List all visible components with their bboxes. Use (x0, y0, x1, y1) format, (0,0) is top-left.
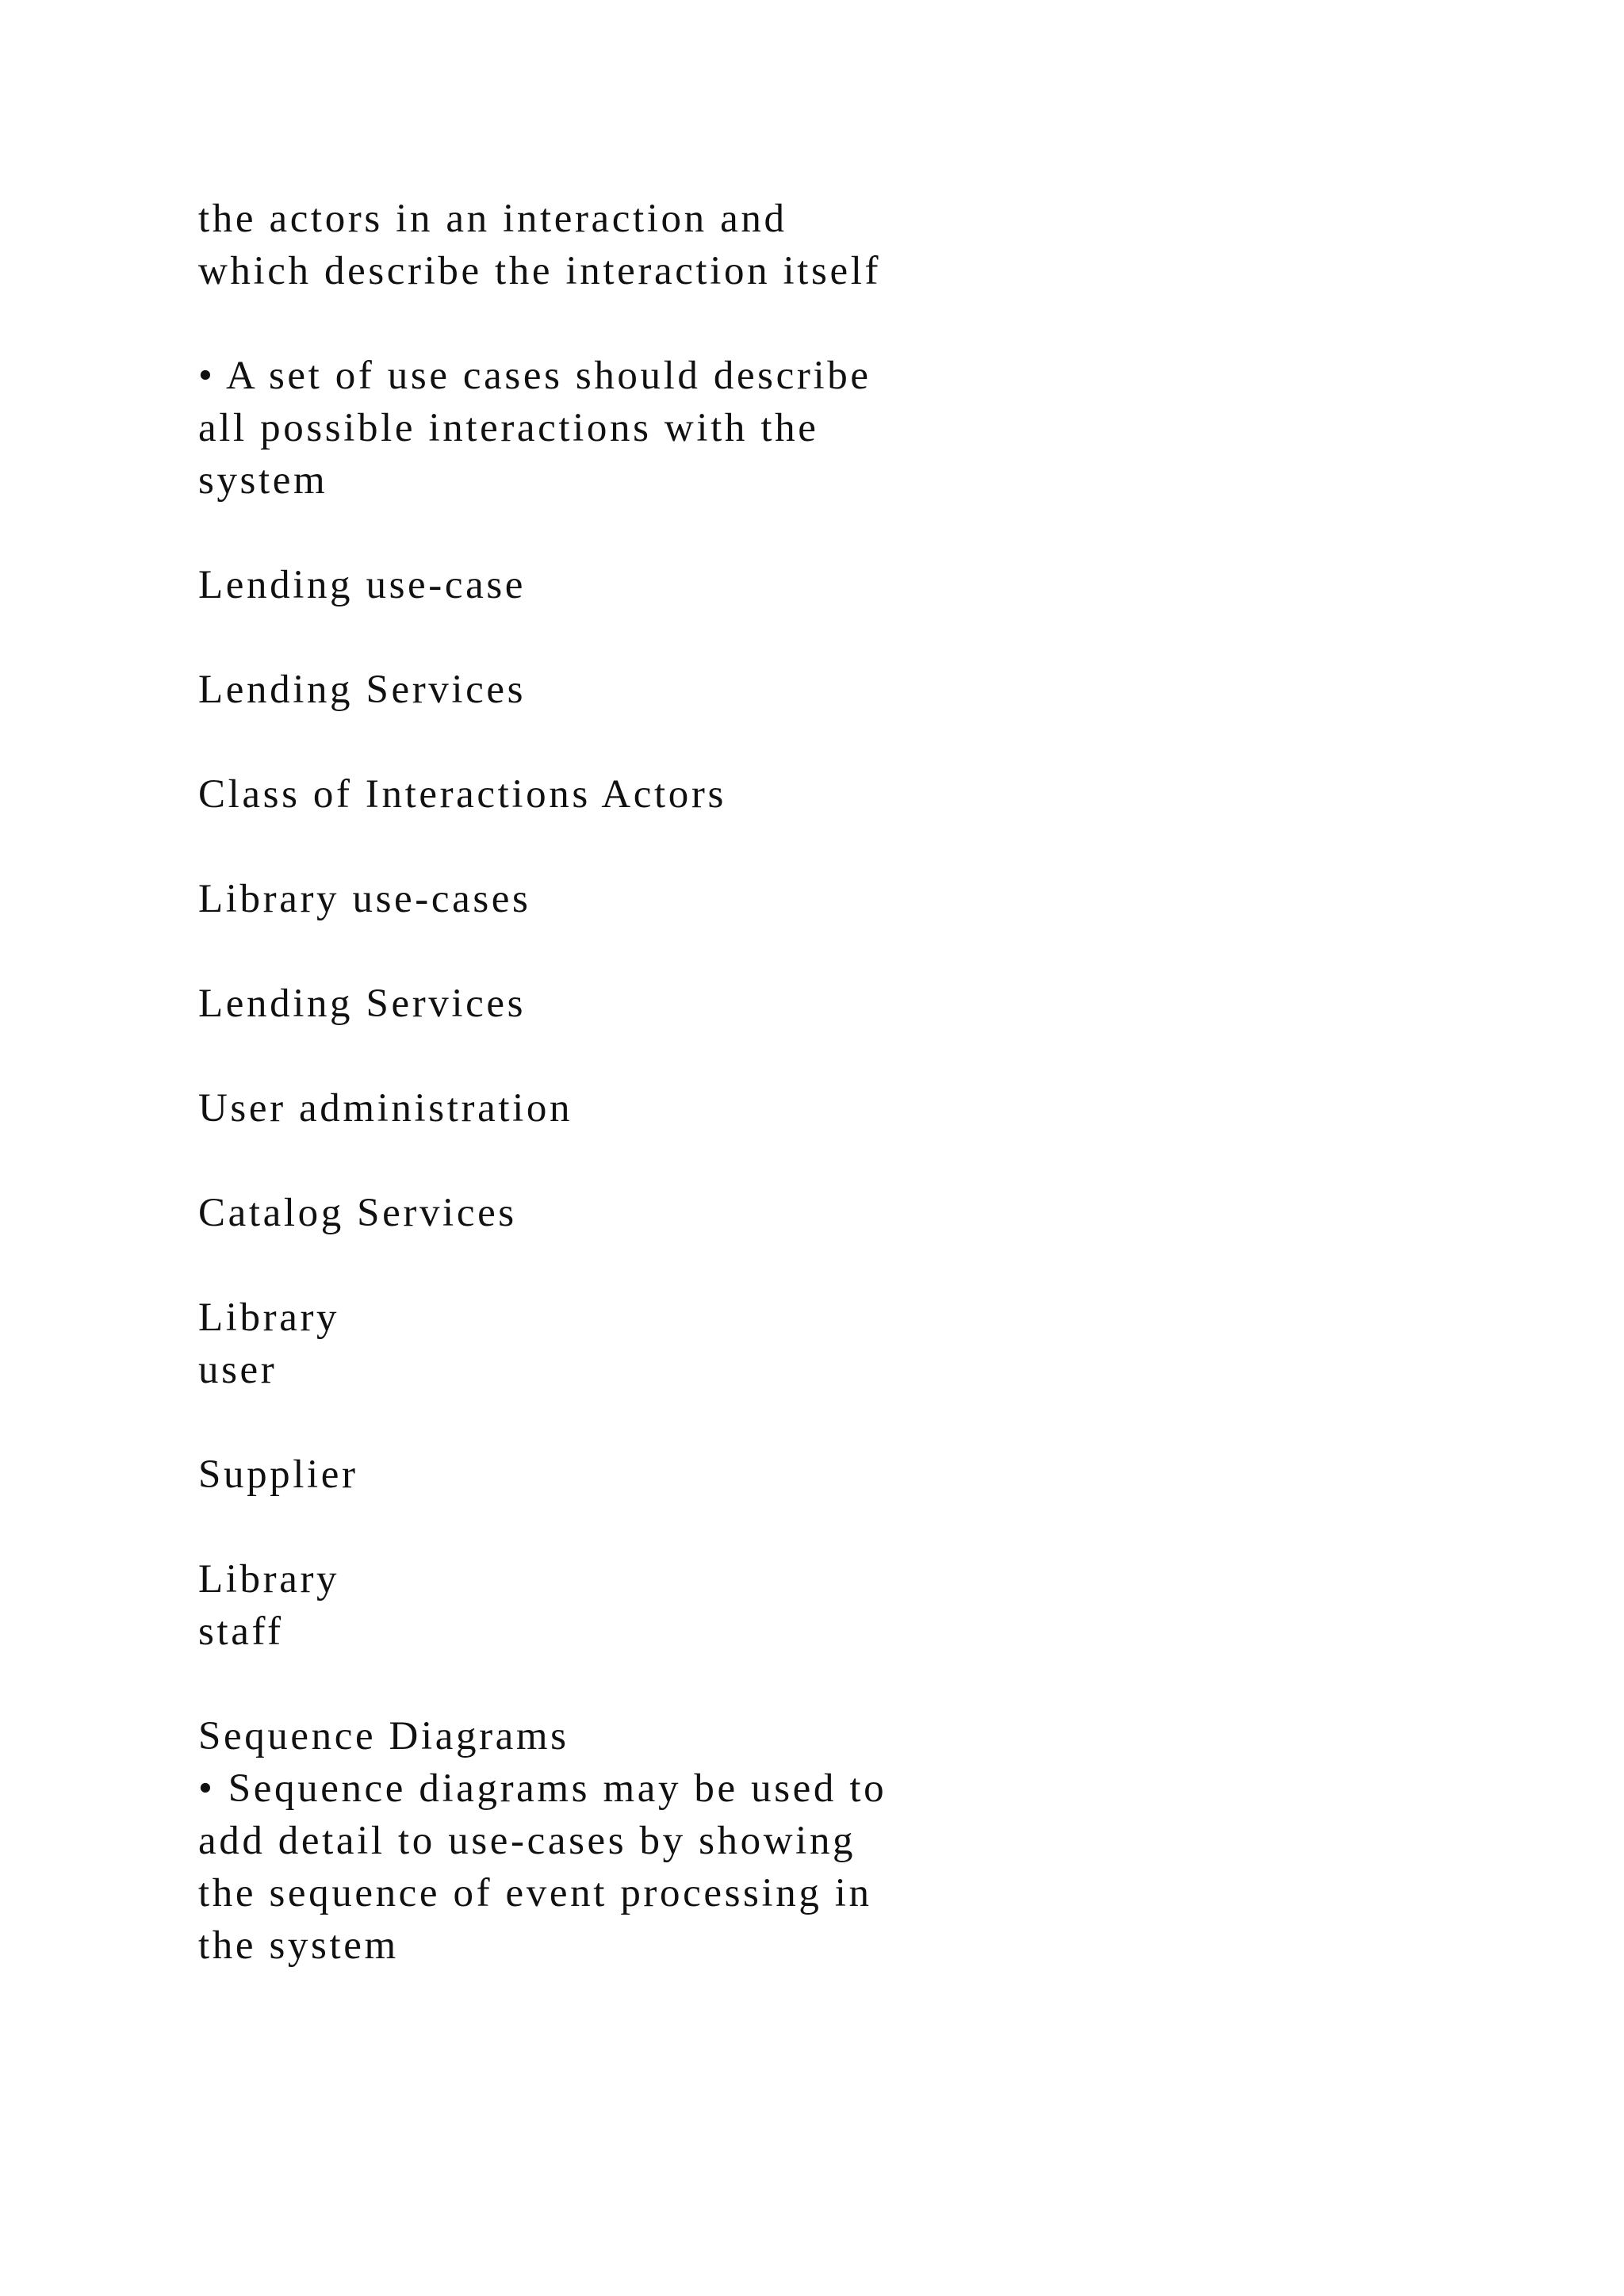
text-line: Catalog Services (198, 1191, 517, 1235)
library-staff-actor (198, 1553, 1229, 1658)
text-line: Lending Services (198, 668, 527, 712)
text-line: the actors in an interaction and (198, 197, 787, 241)
paragraph-gap (198, 1239, 1229, 1292)
section-heading: Sequence Diagrams (198, 1714, 569, 1758)
paragraph-gap (198, 1135, 1229, 1187)
lending-services-label (198, 978, 1229, 1030)
paragraph-gap (198, 1030, 1229, 1082)
text-line: staff (198, 1609, 284, 1654)
text-line: Supplier (198, 1452, 358, 1497)
text-line: which describe the interaction itself (198, 249, 882, 293)
use-case-bullet (198, 350, 1229, 507)
text-line: add detail to use-cases by showing (198, 1819, 856, 1863)
text-line: • A set of use cases should describe (198, 354, 871, 398)
text-line: Lending Services (198, 982, 527, 1026)
paragraph-gap (198, 1501, 1229, 1553)
text-line: Library (198, 1557, 340, 1601)
lending-services-label (198, 664, 1229, 716)
paragraph-gap (198, 1658, 1229, 1710)
paragraph-gap (198, 507, 1229, 559)
text-line: User administration (198, 1086, 573, 1131)
intro-paragraph (198, 193, 1229, 297)
library-use-cases-label (198, 873, 1229, 925)
class-of-interactions-label (198, 768, 1229, 821)
document-text (198, 193, 1229, 1972)
library-user-actor (198, 1292, 1229, 1396)
sequence-diagrams-section (198, 1710, 1229, 1972)
text-line: Lending use-case (198, 563, 527, 607)
paragraph-gap (198, 925, 1229, 978)
paragraph-gap (198, 716, 1229, 768)
paragraph-gap (198, 297, 1229, 350)
paragraph-gap (198, 821, 1229, 873)
paragraph-gap (198, 1396, 1229, 1448)
text-line: user (198, 1348, 278, 1392)
user-administration-label (198, 1082, 1229, 1135)
text-line: the system (198, 1923, 399, 1968)
text-line: all possible interactions with the (198, 406, 819, 450)
catalog-services-label (198, 1187, 1229, 1239)
text-line: the sequence of event processing in (198, 1871, 872, 1915)
text-line: Library use-cases (198, 877, 531, 921)
paragraph-gap (198, 611, 1229, 664)
text-line: system (198, 458, 328, 503)
supplier-actor (198, 1448, 1229, 1501)
text-line: Class of Interactions Actors (198, 772, 726, 817)
lending-use-case-label (198, 559, 1229, 611)
text-line: Library (198, 1295, 340, 1340)
text-line: • Sequence diagrams may be used to (198, 1766, 887, 1811)
